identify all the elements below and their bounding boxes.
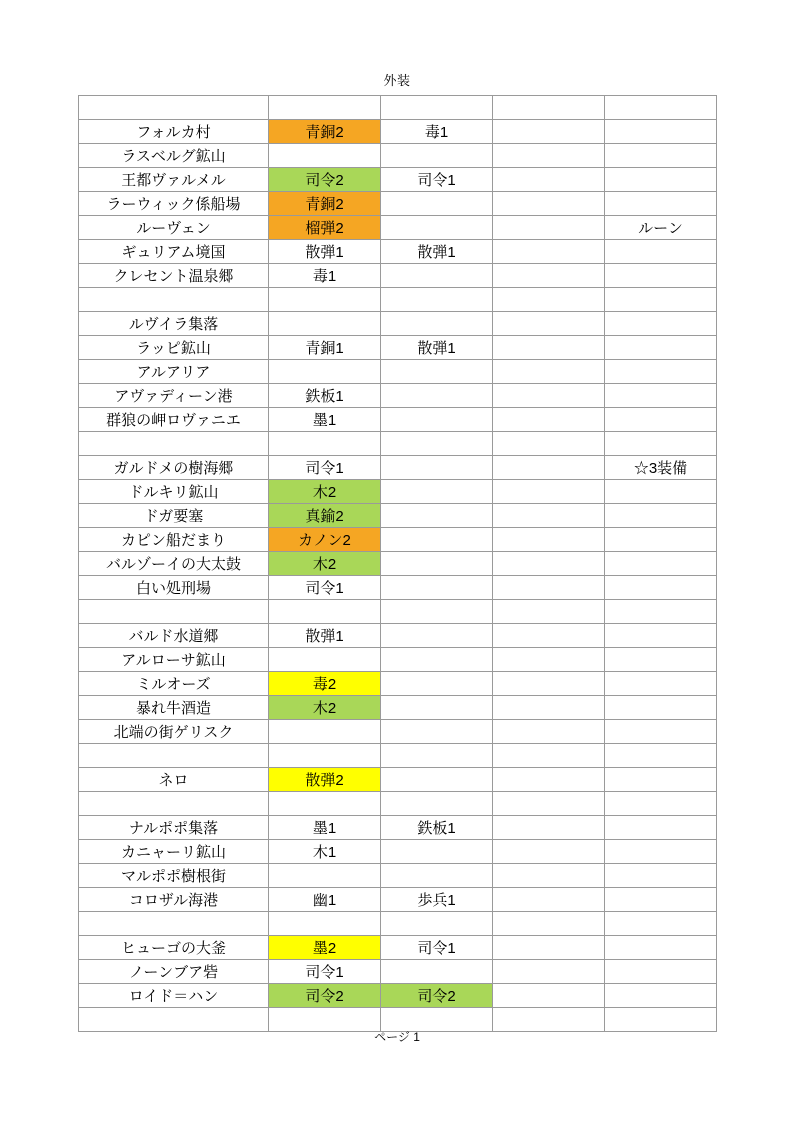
table-row: [79, 504, 717, 528]
equipment-cell[interactable]: [381, 840, 493, 864]
equipment-cell[interactable]: [381, 144, 493, 168]
equipment-cell[interactable]: [493, 360, 605, 384]
equipment-cell[interactable]: [605, 816, 717, 840]
equipment-cell[interactable]: [493, 384, 605, 408]
table-row: [79, 840, 717, 864]
equipment-cell[interactable]: [269, 360, 381, 384]
equipment-cell[interactable]: 墨2: [269, 936, 381, 960]
table-row: [79, 936, 717, 960]
equipment-cell[interactable]: [493, 840, 605, 864]
equipment-cell[interactable]: 青銅2: [269, 120, 381, 144]
equipment-cell[interactable]: [605, 360, 717, 384]
equipment-cell[interactable]: [493, 432, 605, 456]
equipment-cell[interactable]: [269, 96, 381, 120]
equipment-cell[interactable]: [269, 912, 381, 936]
equipment-cell[interactable]: [269, 600, 381, 624]
equipment-cell[interactable]: [269, 312, 381, 336]
table-row: [79, 360, 717, 384]
equipment-cell[interactable]: [381, 720, 493, 744]
equipment-cell[interactable]: [605, 864, 717, 888]
table-row: [79, 960, 717, 984]
equipment-cell[interactable]: [493, 528, 605, 552]
spreadsheet-table-container: [78, 95, 716, 1032]
table-row: [79, 216, 717, 240]
table-row: [79, 144, 717, 168]
location-name-cell[interactable]: ノーンブア砦: [79, 960, 269, 984]
equipment-cell[interactable]: 散弾1: [381, 240, 493, 264]
equipment-cell[interactable]: [381, 192, 493, 216]
equipment-cell[interactable]: [605, 744, 717, 768]
equipment-cell[interactable]: [493, 576, 605, 600]
equipment-cell[interactable]: 幽1: [269, 888, 381, 912]
equipment-cell[interactable]: [381, 408, 493, 432]
equipment-cell[interactable]: [381, 528, 493, 552]
equipment-cell[interactable]: [381, 96, 493, 120]
equipment-cell[interactable]: [605, 288, 717, 312]
equipment-cell[interactable]: [605, 384, 717, 408]
location-name-cell[interactable]: ラーウィック係船場: [79, 192, 269, 216]
equipment-cell[interactable]: 散弾1: [381, 336, 493, 360]
equipment-cell[interactable]: [605, 648, 717, 672]
equipment-cell[interactable]: [605, 576, 717, 600]
equipment-cell[interactable]: [605, 984, 717, 1008]
equipment-cell[interactable]: [493, 192, 605, 216]
equipment-cell[interactable]: [381, 432, 493, 456]
location-name-cell[interactable]: [79, 912, 269, 936]
equipment-cell[interactable]: [493, 312, 605, 336]
location-name-cell[interactable]: アヴァディーン港: [79, 384, 269, 408]
location-name-cell[interactable]: バルゾーイの大太鼓: [79, 552, 269, 576]
table-row: [79, 888, 717, 912]
equipment-cell[interactable]: [381, 648, 493, 672]
equipment-cell[interactable]: 司令1: [269, 456, 381, 480]
equipment-cell[interactable]: [493, 816, 605, 840]
table-row: [79, 624, 717, 648]
table-row: [79, 528, 717, 552]
table-row: [79, 456, 717, 480]
table-row: [79, 912, 717, 936]
location-name-cell[interactable]: カニャーリ鉱山: [79, 840, 269, 864]
equipment-cell[interactable]: [605, 408, 717, 432]
equipment-cell[interactable]: [381, 384, 493, 408]
equipment-cell[interactable]: [493, 984, 605, 1008]
equipment-cell[interactable]: [605, 192, 717, 216]
equipment-cell[interactable]: [381, 456, 493, 480]
table-row: [79, 792, 717, 816]
equipment-cell[interactable]: 鉄板1: [381, 816, 493, 840]
equipment-cell[interactable]: [605, 264, 717, 288]
equipment-cell[interactable]: [605, 696, 717, 720]
location-name-cell[interactable]: カピン船だまり: [79, 528, 269, 552]
equipment-cell[interactable]: 司令1: [269, 576, 381, 600]
equipment-cell[interactable]: [493, 720, 605, 744]
table-row: [79, 696, 717, 720]
equipment-cell[interactable]: [493, 744, 605, 768]
equipment-cell[interactable]: [381, 288, 493, 312]
location-name-cell[interactable]: 群狼の岬ロヴァニエ: [79, 408, 269, 432]
table-row: [79, 648, 717, 672]
table-row: [79, 480, 717, 504]
location-name-cell[interactable]: ロイド＝ハン: [79, 984, 269, 1008]
equipment-cell[interactable]: [381, 312, 493, 336]
equipment-cell[interactable]: [381, 360, 493, 384]
equipment-cell[interactable]: [493, 696, 605, 720]
spreadsheet-table: [78, 95, 717, 1032]
location-name-cell[interactable]: ルーヴェン: [79, 216, 269, 240]
equipment-cell[interactable]: [493, 216, 605, 240]
equipment-cell[interactable]: [269, 648, 381, 672]
location-name-cell[interactable]: ラスベルグ鉱山: [79, 144, 269, 168]
location-name-cell[interactable]: [79, 600, 269, 624]
equipment-cell[interactable]: [381, 480, 493, 504]
equipment-cell[interactable]: [493, 912, 605, 936]
equipment-cell[interactable]: 歩兵1: [381, 888, 493, 912]
location-name-cell[interactable]: 暴れ牛酒造: [79, 696, 269, 720]
equipment-cell[interactable]: [493, 936, 605, 960]
equipment-cell[interactable]: [493, 168, 605, 192]
equipment-cell[interactable]: [605, 336, 717, 360]
equipment-cell[interactable]: 毒1: [381, 120, 493, 144]
equipment-cell[interactable]: [605, 480, 717, 504]
equipment-cell[interactable]: [493, 792, 605, 816]
equipment-cell[interactable]: 司令2: [269, 984, 381, 1008]
equipment-cell[interactable]: [605, 600, 717, 624]
equipment-cell[interactable]: [381, 912, 493, 936]
location-name-cell[interactable]: ネロ: [79, 768, 269, 792]
table-row: [79, 264, 717, 288]
equipment-cell[interactable]: 鉄板1: [269, 384, 381, 408]
location-name-cell[interactable]: ドルキリ鉱山: [79, 480, 269, 504]
location-name-cell[interactable]: 王都ヴァルメル: [79, 168, 269, 192]
location-name-cell[interactable]: [79, 288, 269, 312]
table-row: [79, 432, 717, 456]
equipment-cell[interactable]: [269, 432, 381, 456]
equipment-cell[interactable]: 毒1: [269, 264, 381, 288]
equipment-cell[interactable]: [605, 240, 717, 264]
equipment-cell[interactable]: 司令1: [381, 936, 493, 960]
equipment-cell[interactable]: [381, 576, 493, 600]
equipment-cell[interactable]: [605, 936, 717, 960]
equipment-cell[interactable]: [269, 720, 381, 744]
equipment-cell[interactable]: ☆3装備: [605, 456, 717, 480]
table-row: [79, 864, 717, 888]
equipment-cell[interactable]: [493, 648, 605, 672]
equipment-cell[interactable]: 散弾1: [269, 624, 381, 648]
location-name-cell[interactable]: ヒューゴの大釜: [79, 936, 269, 960]
location-name-cell[interactable]: ラッピ鉱山: [79, 336, 269, 360]
location-name-cell[interactable]: ルヴイラ集落: [79, 312, 269, 336]
equipment-cell[interactable]: [605, 120, 717, 144]
equipment-cell[interactable]: 司令1: [269, 960, 381, 984]
location-name-cell[interactable]: ギュリアム境国: [79, 240, 269, 264]
equipment-cell[interactable]: [493, 240, 605, 264]
equipment-cell[interactable]: 墨1: [269, 408, 381, 432]
equipment-cell[interactable]: [381, 864, 493, 888]
equipment-cell[interactable]: [493, 456, 605, 480]
location-name-cell[interactable]: アルアリア: [79, 360, 269, 384]
equipment-cell[interactable]: [381, 216, 493, 240]
table-row: [79, 120, 717, 144]
location-name-cell[interactable]: アルローサ鉱山: [79, 648, 269, 672]
equipment-cell[interactable]: 木2: [269, 696, 381, 720]
location-name-cell[interactable]: コロザル海港: [79, 888, 269, 912]
table-row: [79, 768, 717, 792]
equipment-cell[interactable]: [381, 552, 493, 576]
table-row: [79, 192, 717, 216]
location-name-cell[interactable]: ガルドメの樹海郷: [79, 456, 269, 480]
equipment-cell[interactable]: [605, 720, 717, 744]
equipment-cell[interactable]: [269, 792, 381, 816]
table-row: [79, 984, 717, 1008]
equipment-cell[interactable]: 榴弾2: [269, 216, 381, 240]
equipment-cell[interactable]: カノン2: [269, 528, 381, 552]
equipment-cell[interactable]: [605, 792, 717, 816]
equipment-cell[interactable]: [493, 960, 605, 984]
location-name-cell[interactable]: ナルポポ集落: [79, 816, 269, 840]
table-row: [79, 672, 717, 696]
equipment-cell[interactable]: 木2: [269, 480, 381, 504]
location-name-cell[interactable]: [79, 96, 269, 120]
table-row: [79, 600, 717, 624]
table-row: [79, 744, 717, 768]
equipment-cell[interactable]: 司令1: [381, 168, 493, 192]
equipment-cell[interactable]: [381, 792, 493, 816]
equipment-cell[interactable]: [605, 840, 717, 864]
location-name-cell[interactable]: マルポポ樹根街: [79, 864, 269, 888]
equipment-cell[interactable]: [381, 600, 493, 624]
equipment-cell[interactable]: [381, 624, 493, 648]
equipment-cell[interactable]: [493, 672, 605, 696]
location-name-cell[interactable]: ドガ要塞: [79, 504, 269, 528]
equipment-cell[interactable]: [605, 960, 717, 984]
equipment-cell[interactable]: [605, 528, 717, 552]
equipment-cell[interactable]: 青銅2: [269, 192, 381, 216]
equipment-cell[interactable]: 青銅1: [269, 336, 381, 360]
equipment-cell[interactable]: [269, 744, 381, 768]
table-row: [79, 288, 717, 312]
equipment-cell[interactable]: [605, 312, 717, 336]
equipment-cell[interactable]: [493, 864, 605, 888]
location-name-cell[interactable]: [79, 792, 269, 816]
table-row: [79, 408, 717, 432]
equipment-cell[interactable]: [605, 168, 717, 192]
table-row: [79, 240, 717, 264]
equipment-cell[interactable]: [381, 672, 493, 696]
equipment-cell[interactable]: [381, 960, 493, 984]
page-footer: ページ 1: [374, 1030, 420, 1044]
equipment-cell[interactable]: ルーン: [605, 216, 717, 240]
equipment-cell[interactable]: 木1: [269, 840, 381, 864]
equipment-cell[interactable]: [605, 672, 717, 696]
equipment-cell[interactable]: 司令2: [269, 168, 381, 192]
location-name-cell[interactable]: 北端の街ゲリスク: [79, 720, 269, 744]
location-name-cell[interactable]: ミルオーズ: [79, 672, 269, 696]
equipment-cell[interactable]: [605, 504, 717, 528]
equipment-cell[interactable]: [381, 768, 493, 792]
location-name-cell[interactable]: [79, 744, 269, 768]
location-name-cell[interactable]: 白い処刑場: [79, 576, 269, 600]
equipment-cell[interactable]: [605, 144, 717, 168]
equipment-cell[interactable]: [269, 864, 381, 888]
equipment-cell[interactable]: [605, 624, 717, 648]
equipment-cell[interactable]: 司令2: [381, 984, 493, 1008]
location-name-cell[interactable]: クレセント温泉郷: [79, 264, 269, 288]
table-row: [79, 816, 717, 840]
equipment-cell[interactable]: [381, 696, 493, 720]
equipment-cell[interactable]: 散弾1: [269, 240, 381, 264]
table-row: [79, 168, 717, 192]
equipment-cell[interactable]: [493, 96, 605, 120]
equipment-cell[interactable]: [493, 888, 605, 912]
equipment-cell[interactable]: [381, 744, 493, 768]
location-name-cell[interactable]: [79, 432, 269, 456]
equipment-cell[interactable]: [493, 264, 605, 288]
equipment-cell[interactable]: [605, 768, 717, 792]
table-row: [79, 96, 717, 120]
table-row: [79, 552, 717, 576]
equipment-cell[interactable]: [269, 288, 381, 312]
equipment-cell[interactable]: [605, 888, 717, 912]
equipment-cell[interactable]: [493, 624, 605, 648]
equipment-cell[interactable]: 真鍮2: [269, 504, 381, 528]
equipment-cell[interactable]: [381, 264, 493, 288]
equipment-cell[interactable]: 墨1: [269, 816, 381, 840]
equipment-cell[interactable]: [493, 504, 605, 528]
equipment-cell[interactable]: [605, 96, 717, 120]
page-title: 外装: [383, 73, 411, 88]
equipment-cell[interactable]: [605, 552, 717, 576]
equipment-cell[interactable]: [493, 144, 605, 168]
equipment-cell[interactable]: [493, 480, 605, 504]
equipment-cell[interactable]: [493, 600, 605, 624]
equipment-cell[interactable]: [493, 408, 605, 432]
equipment-cell[interactable]: 散弾2: [269, 768, 381, 792]
equipment-cell[interactable]: [493, 768, 605, 792]
table-row: [79, 312, 717, 336]
equipment-cell[interactable]: [269, 144, 381, 168]
equipment-cell[interactable]: [605, 432, 717, 456]
equipment-cell[interactable]: [493, 552, 605, 576]
equipment-cell[interactable]: [493, 336, 605, 360]
equipment-cell[interactable]: [605, 912, 717, 936]
table-row: [79, 384, 717, 408]
equipment-cell[interactable]: 木2: [269, 552, 381, 576]
equipment-cell[interactable]: [493, 120, 605, 144]
table-row: [79, 336, 717, 360]
equipment-cell[interactable]: [381, 504, 493, 528]
equipment-cell[interactable]: 毒2: [269, 672, 381, 696]
location-name-cell[interactable]: フォルカ村: [79, 120, 269, 144]
equipment-cell[interactable]: [493, 288, 605, 312]
table-row: [79, 720, 717, 744]
location-name-cell[interactable]: バルド水道郷: [79, 624, 269, 648]
table-row: [79, 576, 717, 600]
